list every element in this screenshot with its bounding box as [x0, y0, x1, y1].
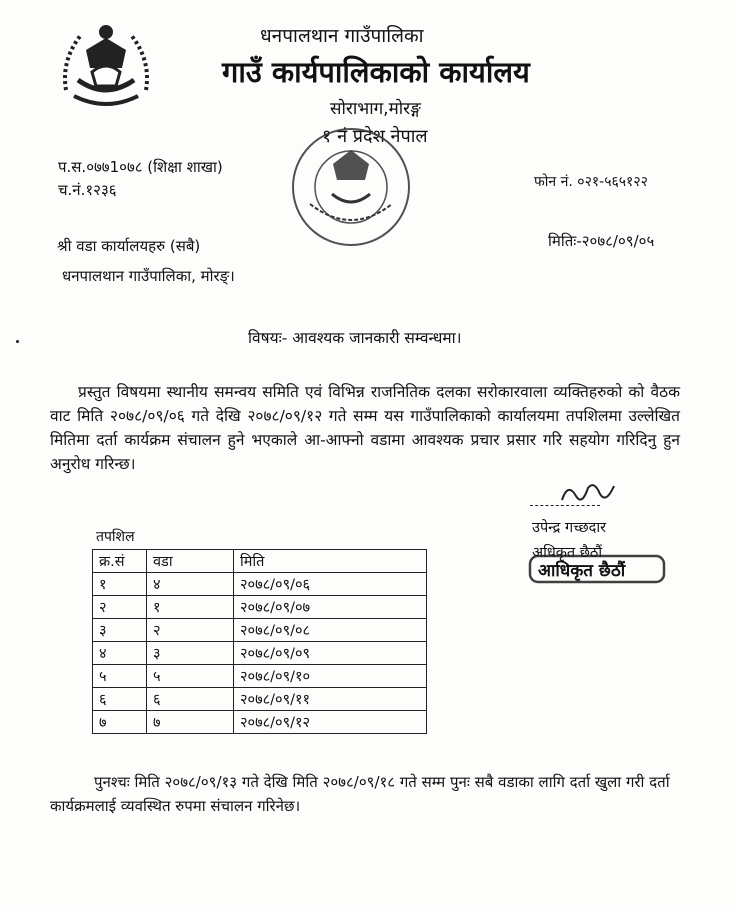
subject-line: विषयः- आवश्यक जानकारी सम्वन्धमा। [248, 329, 462, 347]
signature [558, 478, 618, 514]
office-address: सोराभाग,मोरङ्ग [330, 99, 421, 119]
letter-body [50, 380, 680, 476]
province-line: १ नं प्रदेश नेपाल [322, 126, 428, 147]
officer-stamp [528, 548, 668, 588]
serial-cell: २ [93, 596, 147, 619]
table-row [93, 642, 427, 665]
signatory-name: उपेन्द्र गच्छदार [532, 520, 607, 536]
date-cell: २०७८/०९/०९ [234, 642, 427, 665]
ward-cell: १ [147, 596, 234, 619]
date-cell: २०७८/०९/०७ [234, 596, 427, 619]
date-cell: २०७८/०९/१२ [234, 711, 427, 734]
ward-schedule-table [92, 549, 427, 734]
serial-cell: ७ [93, 711, 147, 734]
ward-cell: ५ [147, 665, 234, 688]
nepal-emblem-logo [56, 20, 156, 120]
letter-date: मितिः-२०७८/०९/०५ [548, 232, 655, 250]
reference-number: प.स.०७७1०७८ (शिक्षा शाखा) [58, 158, 223, 176]
stray-dot [16, 340, 19, 343]
date-cell: २०७८/०९/०८ [234, 619, 427, 642]
signature-line [530, 505, 600, 506]
signatory-title: अधिकृत छैठौं [532, 545, 603, 561]
postscript-text: पुनश्चः मिति २०७८/०९/१३ गते देखि मिति २०७८/०९/१८ गते सम्म पुनः सबै वडाका लागि दर्ता खुला गरी दर्ता कार्यक्रमलाई व्यवस्थित रुपमा संचालन गरिनेछ। [50, 773, 670, 815]
postscript [50, 770, 680, 818]
municipality-name: धनपालथान गाउँपालिका [260, 25, 424, 47]
office-title: गाउँ कार्यपालिकाको कार्यालय [222, 55, 530, 89]
addressee-line-2: धनपालथान गाउँपालिका, मोरङ्। [62, 267, 235, 285]
table-header-row [93, 550, 427, 573]
addressee-line-1: श्री वडा कार्यालयहरु (सबै) [57, 237, 201, 255]
serial-cell: ५ [93, 665, 147, 688]
date-cell: २०७८/०९/०६ [234, 573, 427, 596]
serial-cell: १ [93, 573, 147, 596]
table-caption: तपशिल [96, 529, 135, 545]
serial-cell: ६ [93, 688, 147, 711]
dispatch-number: च.नं.१२३६ [58, 181, 117, 199]
date-cell: २०७८/०९/१० [234, 665, 427, 688]
serial-cell: ४ [93, 642, 147, 665]
table-row [93, 573, 427, 596]
table-row [93, 711, 427, 734]
ward-cell: ७ [147, 711, 234, 734]
table-row [93, 596, 427, 619]
ward-cell: ४ [147, 573, 234, 596]
column-header-ward: वडा [147, 550, 234, 573]
serial-cell: ३ [93, 619, 147, 642]
ward-cell: ३ [147, 642, 234, 665]
ward-cell: ६ [147, 688, 234, 711]
svg-text:आधिकृत छैठौं: आधिकृत छैठौं [538, 561, 626, 581]
date-cell: २०७८/०९/११ [234, 688, 427, 711]
ward-cell: २ [147, 619, 234, 642]
office-seal [288, 124, 414, 254]
table-row [93, 688, 427, 711]
phone-number: फोन नं. ०२१-५६५१२२ [534, 174, 648, 190]
table-row [93, 619, 427, 642]
table-row [93, 665, 427, 688]
column-header-date: मिति [234, 550, 427, 573]
column-header-serial: क्र.सं [93, 550, 147, 573]
body-paragraph: प्रस्तुत विषयमा स्थानीय समन्वय समिति एवं विभिन्न राजनितिक दलका सरोकारवाला व्यक्तिहरुको को वैठक वाट मिति २०७८/०९/०६ गते देखि २०७८/०९/१२ गते सम्म यस गाउँपालिकाको कार्यालयमा तपशिलमा उल्लेखित मितिमा दर्ता कार्यक्रम संचालन हुने भएकाले आ-आफ्नो वडामा आवश्यक प्रचार प्रसार गरि सहयोग गरिदिनु हुन अनुरोध गरिन्छ। [50, 383, 680, 473]
